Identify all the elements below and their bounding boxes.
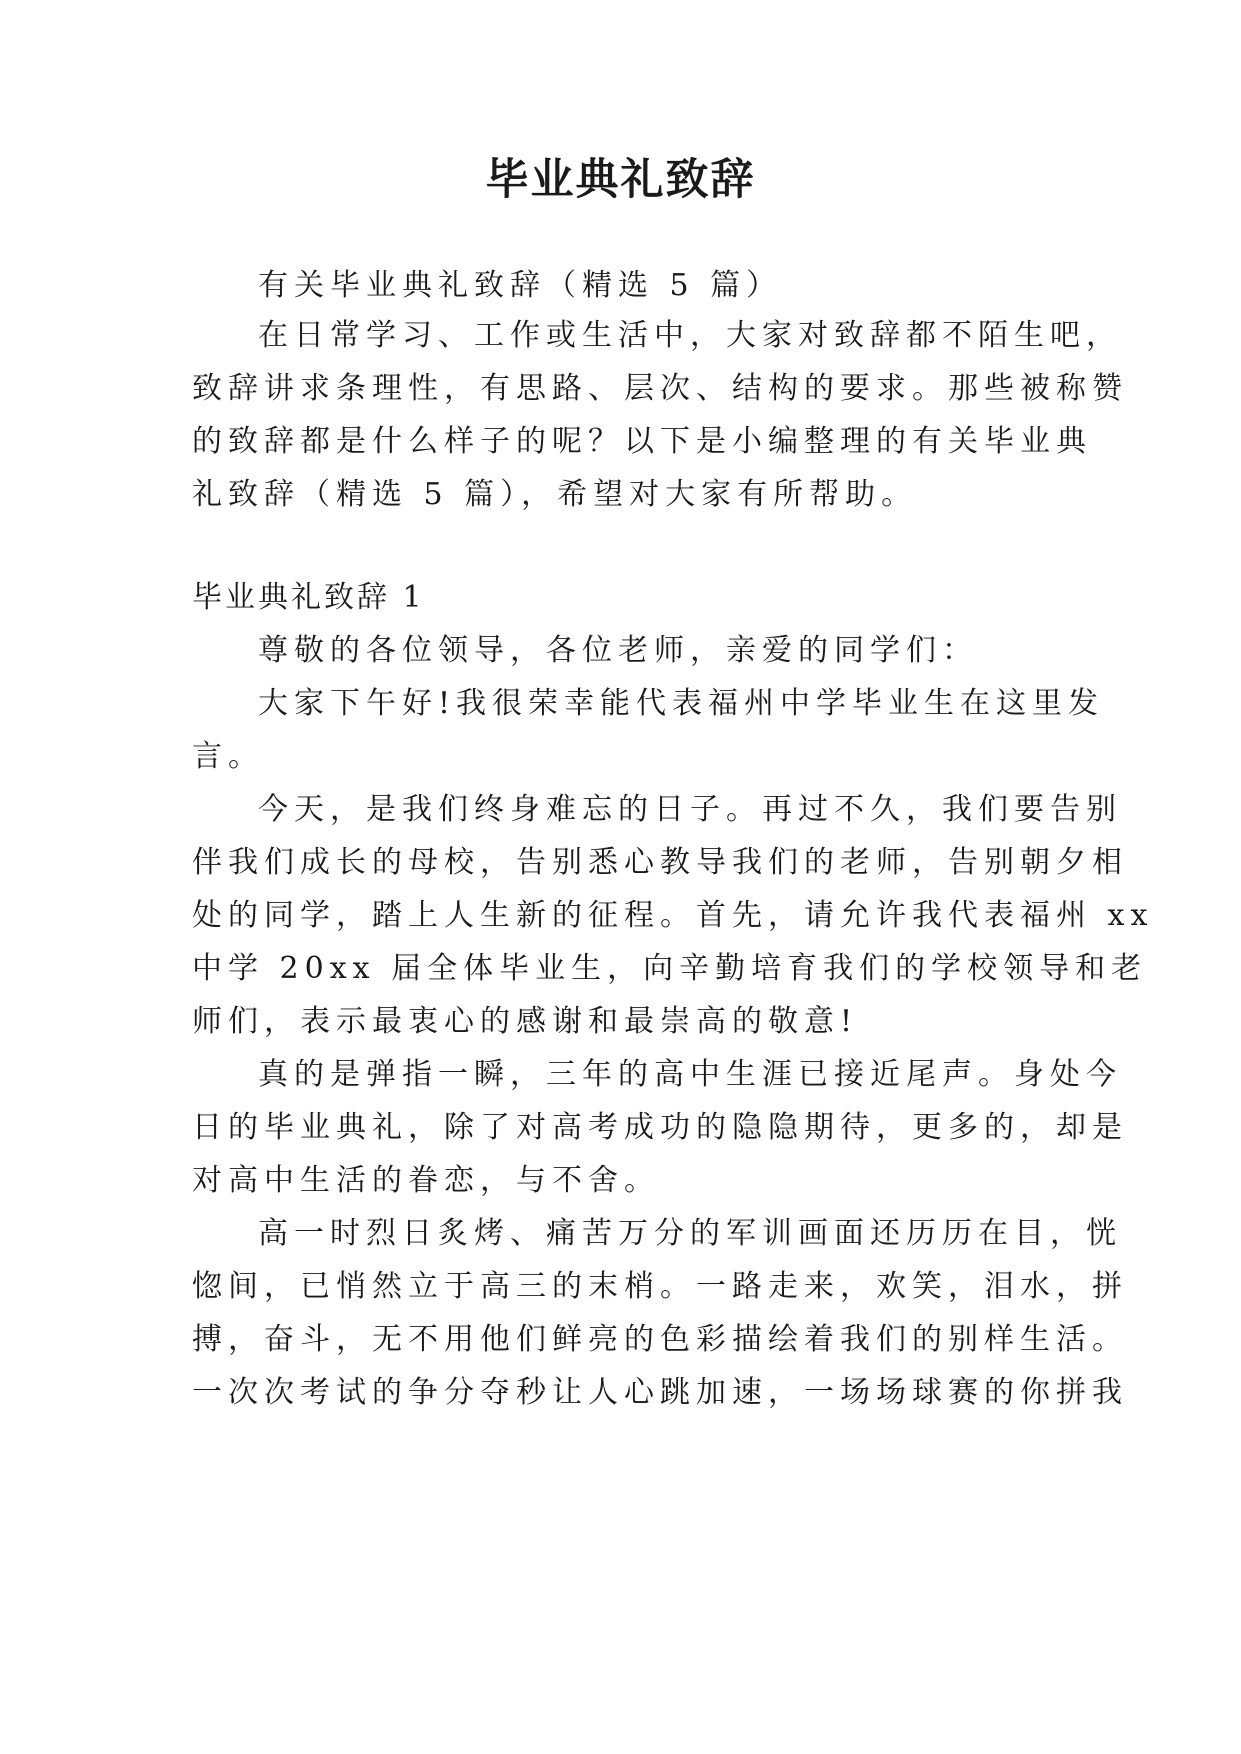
paragraph-line: 搏，奋斗，无不用他们鲜亮的色彩描绘着我们的别样生活。 (192, 1322, 1128, 1357)
paragraph-line: 伴我们成长的母校，告别悉心教导我们的老师，告别朝夕相 (192, 845, 1128, 880)
paragraph-line: 对高中生活的眷恋，与不舍。 (192, 1163, 660, 1198)
greeting: 尊敬的各位领导，各位老师，亲爱的同学们： (258, 633, 978, 668)
paragraph-line: 日的毕业典礼，除了对高考成功的隐隐期待，更多的，却是 (192, 1110, 1128, 1145)
paragraph-line: 真的是弹指一瞬，三年的高中生涯已接近尾声。身处今 (258, 1057, 1122, 1092)
subtitle: 有关毕业典礼致辞（精选 5 篇） (258, 268, 783, 303)
paragraph-line: 惚间，已悄然立于高三的末梢。一路走来，欢笑，泪水，拼 (192, 1269, 1128, 1304)
paragraph-line: 中学 20xx 届全体毕业生，向辛勤培育我们的学校领导和老 (192, 951, 1148, 986)
paragraph-line: 高一时烈日炙烤、痛苦万分的军训画面还历历在目，恍 (258, 1216, 1122, 1251)
paragraph-line: 言。 (192, 739, 264, 774)
intro-line: 的致辞都是什么样子的呢？以下是小编整理的有关毕业典 (192, 424, 1092, 459)
intro-line: 在日常学习、工作或生活中，大家对致辞都不陌生吧， (258, 318, 1122, 353)
paragraph-line: 处的同学，踏上人生新的征程。首先，请允许我代表福州 xx (192, 898, 1154, 933)
intro-line: 礼致辞（精选 5 篇），希望对大家有所帮助。 (192, 477, 918, 512)
paragraph-line: 今天，是我们终身难忘的日子。再过不久，我们要告别 (258, 792, 1122, 827)
paragraph-line: 一次次考试的争分夺秒让人心跳加速，一场场球赛的你拼我 (192, 1375, 1128, 1410)
paragraph-line: 师们，表示最衷心的感谢和最崇高的敬意! (192, 1004, 859, 1039)
paragraph-line: 大家下午好!我很荣幸能代表福州中学毕业生在这里发 (258, 686, 1105, 721)
document-title: 毕业典礼致辞 (485, 155, 756, 205)
intro-line: 致辞讲求条理性，有思路、层次、结构的要求。那些被称赞 (192, 371, 1128, 406)
section-heading: 毕业典礼致辞 1 (192, 580, 425, 615)
